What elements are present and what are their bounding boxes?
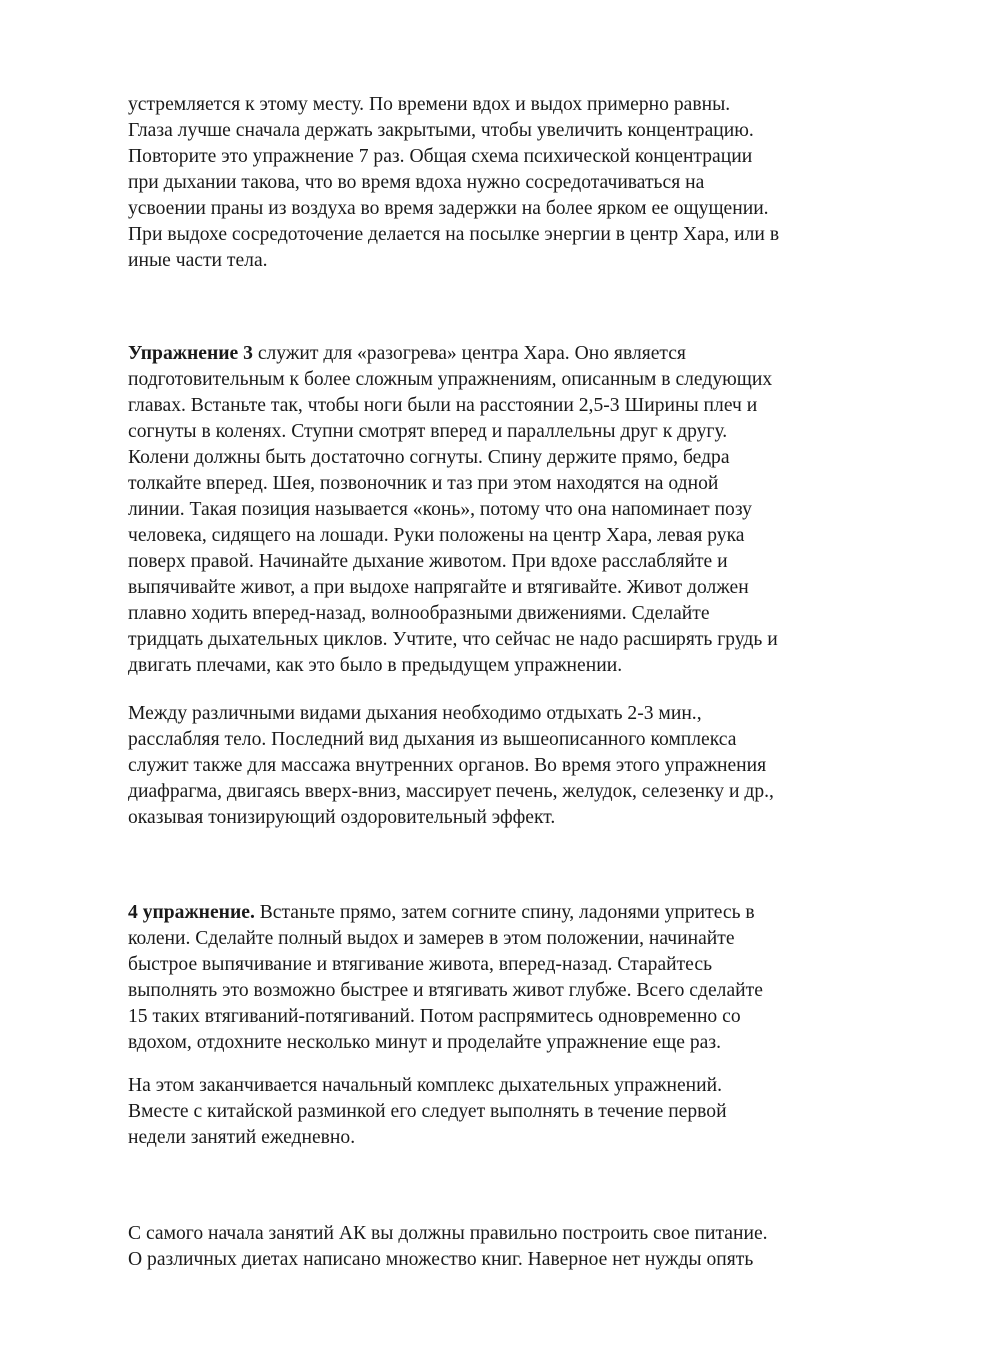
paragraph-rest-between (128, 701, 888, 831)
paragraph-exercise-4 (128, 900, 888, 1056)
text-line: диафрагма, двигаясь вверх-вниз, массирует печень, желудок, селезенку и др., (128, 781, 774, 802)
text-line: плавно ходить вперед-назад, волнообразными движениями. Сделайте (128, 603, 710, 624)
text-line: согнуты в коленях. Ступни смотрят вперед и параллельны друг к другу. (128, 421, 728, 442)
paragraph-breathing-concentration (128, 92, 888, 274)
text-line (128, 900, 888, 926)
text-run: служит для «разогрева» центра Хара. Оно является (252, 343, 686, 364)
text-line: вдохом, отдохните несколько минут и проделайте упражнение еще раз. (128, 1032, 722, 1053)
text-line: двигать плечами, как это было в предыдущем упражнении. (128, 655, 623, 676)
text-line: линии. Такая позиция называется «конь», потому что она напоминает позу (128, 499, 752, 520)
text-line: иные части тела. (128, 250, 268, 271)
text-line: Глаза лучше сначала держать закрытыми, чтобы увеличить концентрацию. (128, 120, 754, 141)
paragraph-exercise-3 (128, 341, 888, 679)
text-line: О различных диетах написано множество книг. Наверное нет нужды опять (128, 1249, 754, 1270)
paragraph-complex-end (128, 1073, 888, 1151)
text-line: расслабляя тело. Последний вид дыхания из вышеописанного комплекса (128, 729, 737, 750)
text-line: недели занятий ежедневно. (128, 1127, 356, 1148)
text-line: подготовительным к более сложным упражнениям, описанным в следующих (128, 369, 773, 390)
text-line: На этом заканчивается начальный комплекс дыхательных упражнений. (128, 1075, 722, 1096)
text-line: устремляется к этому месту. По времени вдох и выдох примерно равны. (128, 94, 731, 115)
text-line: Повторите это упражнение 7 раз. Общая схема психической концентрации (128, 146, 753, 167)
text-line: служит также для массажа внутренних органов. Во время этого упражнения (128, 755, 767, 776)
text-line: При выдохе сосредоточение делается на посылке энергии в центр Хара, или в (128, 224, 780, 245)
text-line: человека, сидящего на лошади. Руки положены на центр Хара, левая рука (128, 525, 745, 546)
text-line: при дыхании такова, что во время вдоха нужно сосредотачиваться на (128, 172, 705, 193)
text-run: Встаньте прямо, затем согните спину, ладонями упритесь в (254, 902, 755, 923)
text-line: выполнять это возможно быстрее и втягивать живот глубже. Всего сделайте (128, 980, 763, 1001)
text-line: 15 таких втягиваний-потягиваний. Потом распрямитесь одновременно со (128, 1006, 741, 1027)
exercise-3-heading: Упражнение 3 (128, 343, 253, 364)
text-line (128, 341, 888, 367)
text-line: выпячивайте живот, а при выдохе напрягайте и втягивайте. Живот должен (128, 577, 749, 598)
text-line: С самого начала занятий АК вы должны правильно построить свое питание. (128, 1223, 768, 1244)
text-line: колени. Сделайте полный выдох и замерев в этом положении, начинайте (128, 928, 735, 949)
text-line: Между различными видами дыхания необходимо отдыхать 2-3 мин., (128, 703, 702, 724)
text-line: усвоении праны из воздуха во время задержки на более ярком ее ощущении. (128, 198, 769, 219)
text-line: Колени должны быть достаточно согнуты. Спину держите прямо, бедра (128, 447, 730, 468)
text-line: оказывая тонизирующий оздоровительный эффект. (128, 807, 556, 828)
paragraph-nutrition (128, 1221, 888, 1273)
text-line: главах. Встаньте так, чтобы ноги были на расстоянии 2,5-3 Ширины плеч и (128, 395, 758, 416)
text-line: тридцать дыхательных циклов. Учтите, что сейчас не надо расширять грудь и (128, 629, 778, 650)
exercise-4-heading: 4 упражнение. (128, 902, 255, 923)
text-line: поверх правой. Начинайте дыхание животом. При вдохе расслабляйте и (128, 551, 728, 572)
text-line: быстрое выпячивание и втягивание живота, вперед-назад. Старайтесь (128, 954, 713, 975)
text-line: Вместе с китайской разминкой его следует выполнять в течение первой (128, 1101, 727, 1122)
text-line: толкайте вперед. Шея, позвоночник и таз при этом находятся на одной (128, 473, 719, 494)
